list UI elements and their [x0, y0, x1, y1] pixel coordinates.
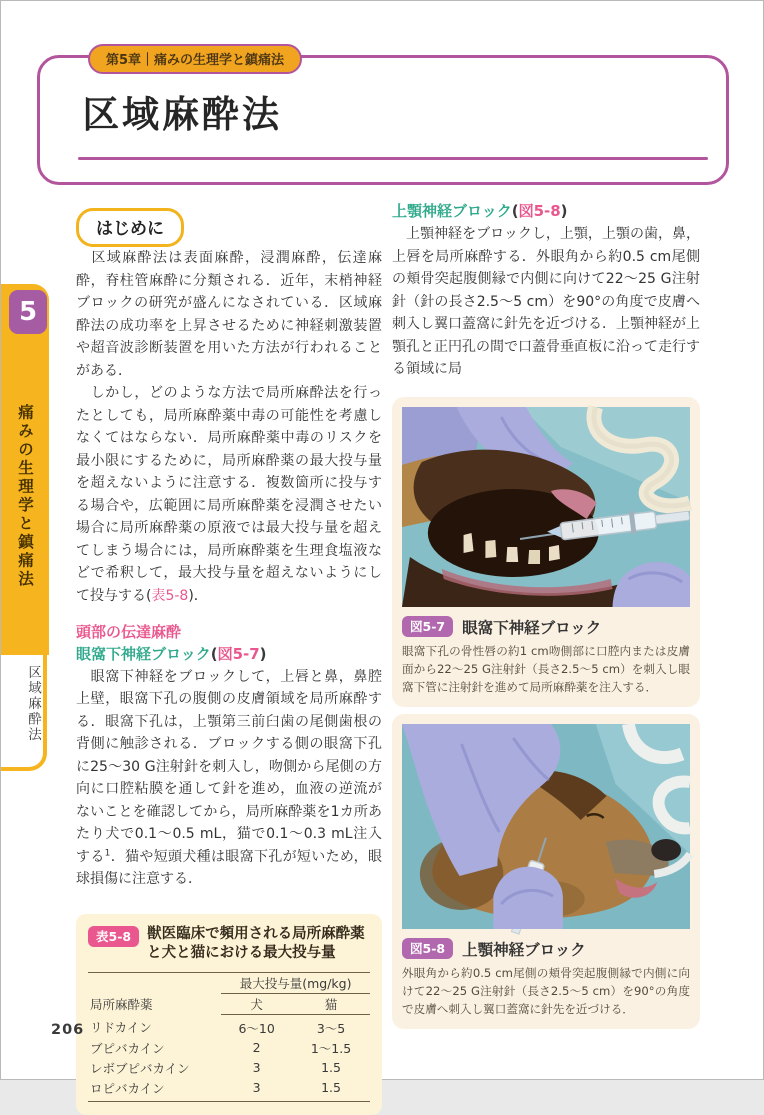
chapter-tag: 第5章｜痛みの生理学と鎮痛法	[88, 44, 302, 74]
intro-paragraph-1: 区域麻酔法は表面麻酔，浸潤麻酔，伝達麻酔，脊柱管麻酔に分類される．近年，末梢神経ブロックの研究が盛んになされている．区域麻酔法の成功率を上昇させるために神経刺激装置や超音波診断装置を用いた方法が行われることがある．	[76, 250, 382, 379]
left-column	[76, 208, 382, 1115]
table-badge: 表5-8	[88, 926, 139, 947]
figure-card-5-7	[392, 397, 700, 707]
dose-dog: 2	[252, 1040, 261, 1055]
table-row	[88, 1078, 370, 1102]
subheading-infraorbital-block: 眼窩下神経ブロック(図5-7)	[76, 644, 267, 663]
drug-name: ブピバカイン	[90, 1040, 165, 1056]
dose-cat: 1～1.5	[310, 1040, 352, 1056]
figure-caption: 眼窩下孔の骨性唇の約1 cm吻側部に口腔内または皮膚面から22～25 G注射針（長さ2.5～5 cm）を刺入し眼窩下管に注射針を進めて局所麻酔薬を注入する．	[402, 643, 690, 694]
dose-dog: 6～10	[238, 1020, 275, 1036]
page-number: 206	[51, 1022, 85, 1038]
drug-name: リドカイン	[90, 1020, 152, 1036]
drug-name: レボブピバカイン	[90, 1060, 190, 1076]
sidebar-chapter-tab	[1, 284, 49, 655]
right-column	[392, 199, 700, 1029]
figure-photo-maxillary	[402, 724, 690, 929]
infraorbital-paragraph: 眼窩下神経をブロックして，上唇と鼻，鼻腔上壁，眼窩下孔の腹側の皮膚領域を局所麻酔する．眼窩下孔は，上顎第三前臼歯の尾側歯根の背側に触診される．ブロックする側の眼窩下孔に25～30 G注射針を刺入し，吻側から尾側の方向に口腔粘膜を通して針を進め，血液の逆流がないことを確認してから，局所麻酔薬を1カ所あたり犬で0.1～0.5 mL，猫で0.1～0.3 mL注入する$^1$．猫や短頭犬種は眼窩下孔が短いため，眼球損傷に注意する．	[76, 668, 382, 888]
table-card-5-8	[76, 914, 382, 1115]
dog-nose	[651, 839, 681, 861]
sidebar-chapter-number: 5	[9, 290, 47, 334]
figure-card-5-8	[392, 714, 700, 1029]
dose-cat: 3～5	[316, 1020, 346, 1036]
page-title: 区域麻酔法	[82, 93, 282, 136]
dog-teeth	[549, 545, 560, 561]
drug-name: ロピバカイン	[88, 1078, 221, 1102]
chapter-header-box	[37, 55, 729, 185]
dose-cat: 1.5	[292, 1078, 370, 1102]
table-row	[88, 1038, 370, 1058]
figure-badge: 図5-8	[402, 938, 453, 959]
table-col-maxdose: 最大投与量(mg/kg)	[221, 972, 370, 993]
dose-dog: 3	[252, 1060, 261, 1075]
figure-title: 眼窩下神経ブロック	[462, 618, 602, 637]
intro-heading: はじめに	[76, 208, 184, 247]
sidebar-section-tab	[1, 655, 47, 771]
table-col-drug: 局所麻酔薬	[88, 972, 221, 1014]
table-row	[88, 1014, 370, 1038]
sidebar-chapter-title: 痛みの生理学と鎮痛法	[16, 403, 34, 589]
table-title: 獣医臨床で頻用される局所麻酔薬と犬と猫における最大投与量	[147, 925, 365, 961]
anesthetic-dose-table	[88, 972, 370, 1102]
section-heading-head-block: 頭部の伝達麻酔	[76, 622, 182, 641]
maxillary-paragraph: 上顎神経をブロックし，上顎，上顎の歯，鼻，上唇を局所麻酔する．外眼角から約0.5 cm尾側の頬骨突起腹側縁で内側に向けて22～25 G注射針（針の長さ2.5～5 cm）を90°の角度で皮膚へ刺入し翼口蓋窩に針先を近づける．上顎神経が上顎孔と正円孔の間で口蓋骨垂直板に沿って走行する領域に局	[392, 226, 700, 378]
title-underline	[78, 157, 708, 160]
figure-badge: 図5-7	[402, 616, 453, 637]
table-row	[88, 1058, 370, 1078]
dose-cat: 1.5	[321, 1060, 341, 1075]
figure-photo-infraorbital	[402, 407, 690, 607]
intro-paragraph-2: しかし，どのような方法で局所麻酔法を行ったとしても，局所麻酔薬中毒の可能性を考慮しなくてはならない．局所麻酔薬中毒のリスクを最小限にするために，局所麻酔薬の最大投与量を超えないように注意する．複数箇所に投与する場合や，広範囲に局所麻酔薬を浸潤させたい場合に局所麻酔薬の原液では最大投与量を超えてしまう場合には，局所麻酔薬を生理食塩液などで希釈して，最大投与量を超えないようにして投与する(表5-8)．	[76, 385, 382, 604]
table-col-cat: 猫	[292, 993, 370, 1014]
subheading-maxillary-block: 上顎神経ブロック(図5-8)	[392, 202, 568, 220]
figure-title: 上顎神経ブロック	[462, 940, 586, 959]
table-col-dog: 犬	[221, 993, 292, 1014]
dose-dog: 3	[221, 1078, 292, 1102]
figure-caption: 外眼角から約0.5 cm尾側の頬骨突起腹側縁で内側に向けて22～25 G注射針（長さ2.5～5 cm）を90°の角度で皮膚へ刺入し翼口蓋窩に針先を近づける．	[402, 965, 690, 1016]
sidebar-section-title: 区域麻酔法	[25, 665, 41, 743]
